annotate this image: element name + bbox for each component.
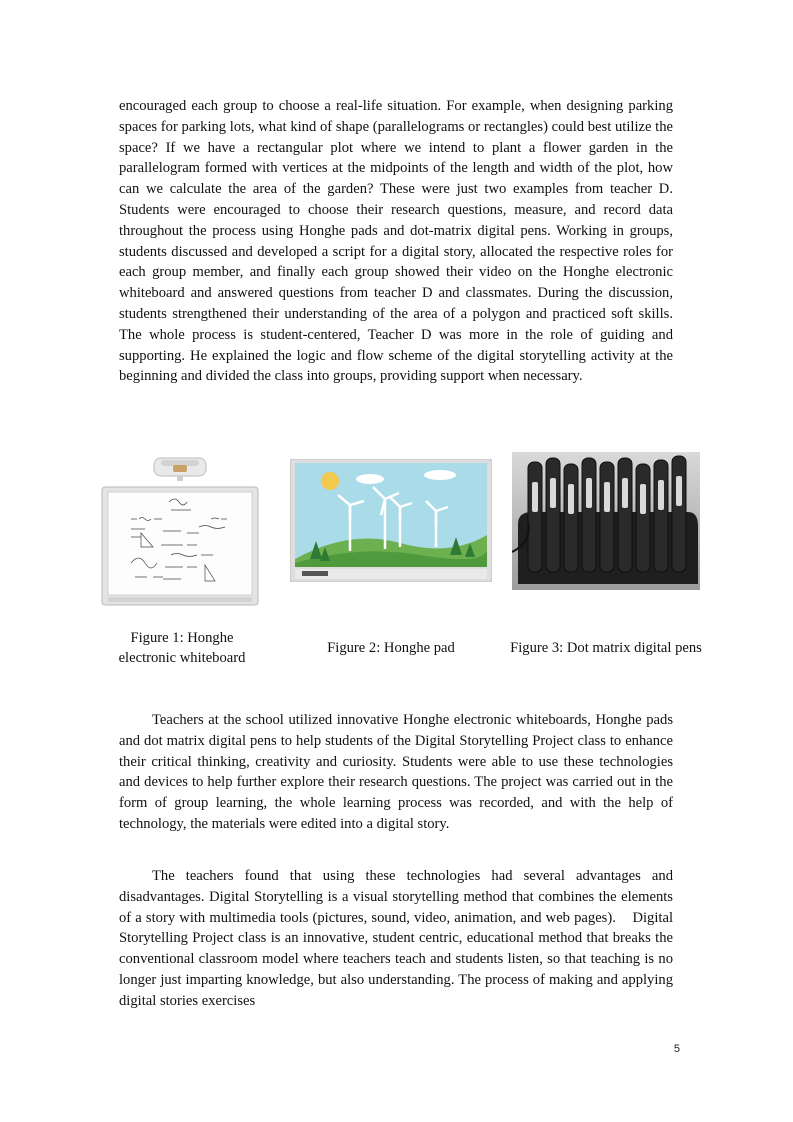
figure-3-pens-image <box>512 452 700 590</box>
figure-1-whiteboard-image <box>101 455 259 607</box>
body-paragraph-3: The teachers found that using these technologies had several advantages and disadvantages. Digital Storytelling is a visual storytelling method that combines the elements of a story with multimedia tools (pictures, sound, video, animation, and web pages). Digital Storytelling Project class is an innovative, student centric, educational method that breaks the conventional classroom model where teachers teach and students listen, so that teaching is no longer just imparting knowledge, but also understanding. The process of making and applying digital stories exercises <box>119 868 673 1009</box>
page-number: 5 <box>673 1043 680 1055</box>
figure-1-caption: Figure 1: Honghe electronic whiteboard <box>118 630 246 666</box>
body-paragraph-1: encouraged each group to choose a real-life situation. For example, when designing parking spaces for parking lots, what kind of shape (parallelograms or rectangles) could best utilize the space? If we have a rectangular plot where we intend to plant a flower garden in the parallelogram formed with vertices at the midpoints of the length and width of the plot, how can we calculate the area of the garden? These were just two examples from teacher D. Students were encouraged to choose their research questions, measure, and record data throughout the process using Honghe pads and dot-matrix digital pens. Working in groups, students discussed and developed a script for a digital story, allocated the respective roles for each group member, and finally each group showed their video on the Honghe electronic whiteboard and answered questions from teacher D and classmates. During the discussion, students strengthened their understanding of the area of a polygon and practiced soft skills. The whole process is student-centered, Teacher D was more in the role of guiding and supporting. He explained the logic and flow scheme of the digital storytelling activity at the beginning and divided the class into groups, providing support when necessary. <box>119 98 673 385</box>
body-paragraph-2: Teachers at the school utilized innovative Honghe electronic whiteboards, Honghe pads and dot matrix digital pens to help students of the Digital Storytelling Project class to enhance their critical thinking, creativity and curiosity. Students were able to use these technologies and devices to help further explore their research questions. The project was carried out in the form of group learning, the whole learning process was recorded, and with the help of technology, the materials were edited into a digital story. <box>119 712 673 832</box>
figure-2-pad-image <box>290 459 492 582</box>
figure-3-caption: Figure 3: Dot matrix digital pens <box>510 640 702 656</box>
figure-2-caption: Figure 2: Honghe pad <box>327 640 455 656</box>
